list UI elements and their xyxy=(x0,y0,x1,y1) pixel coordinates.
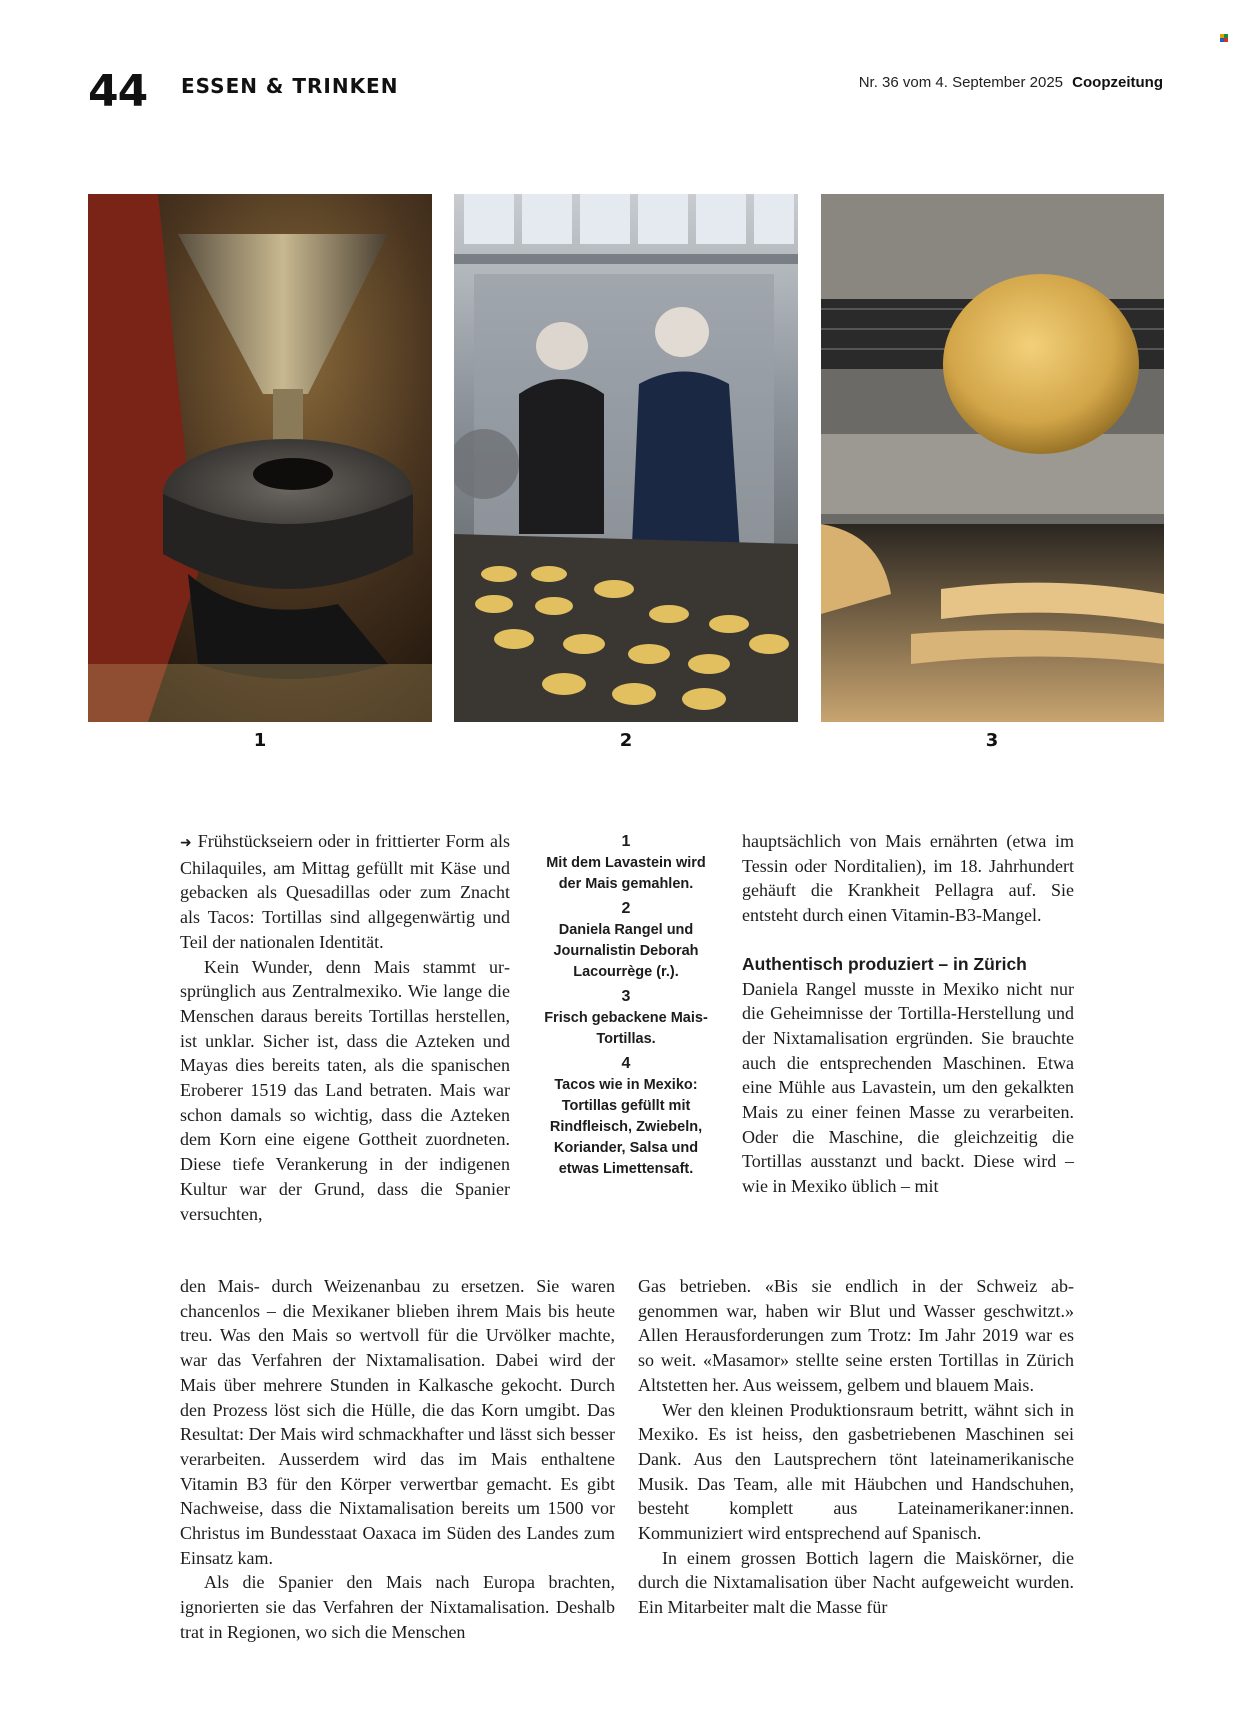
caption-text: Mit dem Lavastein wird der Mais gemahlen. xyxy=(546,855,706,892)
article-column-1-bottom xyxy=(180,1274,615,1645)
caption-text: Daniela Rangel und Journalistin Deborah Lacourrège (r.). xyxy=(553,922,699,980)
photo-number-3: 3 xyxy=(985,730,999,751)
article-column-3-bottom xyxy=(638,1274,1074,1620)
caption-number: 2 xyxy=(621,900,631,917)
article-paragraph: Als die Spanier den Mais nach Europa brachten, ignorierten sie das Verfahren der Nixtamalisation. Deshalb trat in Regionen, wo sich die Menschen xyxy=(180,1572,615,1642)
page-number: 44 xyxy=(88,66,148,117)
photo-lava-stone-mill xyxy=(88,194,432,722)
caption-text: Tacos wie in Mexiko: Tortillas gefüllt mit Rindfleisch, Zwiebeln, Koriander, Salsa und etwas Limettensaft. xyxy=(549,1077,703,1177)
article-subheading: Authentisch produziert – in Zürich xyxy=(742,953,1027,974)
photo-captions xyxy=(533,828,719,1180)
article-column-3-top xyxy=(742,829,1074,1199)
photo-fresh-tortilla xyxy=(821,194,1164,722)
color-registration-mark xyxy=(1220,34,1229,43)
caption-number: 1 xyxy=(621,833,631,850)
article-paragraph: Wer den kleinen Produktionsraum betritt, wähnt sich in Mexiko. Es ist heiss, den gasbetriebenen Maschinen sei Dank. Aus den Lautsprechern tönt lateinamerikanische Musik. Das Team, alle mit Häubchen und Handschuhen, besteht komplett aus Lateinamerikaner:innen. Kommuniziert wird entsprechend auf Spanisch. xyxy=(638,1399,1074,1544)
caption-number: 4 xyxy=(621,1055,631,1072)
article-paragraph: Gas betrieben. «Bis sie endlich in der Schweiz abgenommen war, haben wir Blut und Wasser geschwitzt.» Allen Herausforderungen zum Trotz: Im Jahr 2019 war es so weit. «Masamor» stellte seine ersten Tortillas in Zürich Altstetten her. Aus weissem, gelbem und blauem Mais. xyxy=(638,1276,1074,1395)
caption-number: 3 xyxy=(621,988,631,1005)
article-column-1-top xyxy=(180,829,510,1226)
arrow-right-icon: ➜ xyxy=(180,835,192,851)
section-title: ESSEN & TRINKEN xyxy=(181,74,399,98)
article-paragraph: den Mais- durch Weizenanbau zu ersetzen. Sie waren chancenlos – die Mexikaner blieben ihrem Mais bis heute treu. Was den Mais so wertvoll für die Urvölker machte, war das Verfahren der Nixtamalisation. Dabei wird der Mais über mehrere Stunden in Kalkasche gekocht. Durch den Prozess löst sich die Hülle, die das Korn umgibt. Das Resultat: Der Mais wird schmackhafter und lässt sich besser verarbeiten. Ausserdem wird das im Mais enthaltene Vitamin B3 für den Körper verwertbar gemacht. Es gibt Nachweise, dass die Nixtamalisation bereits um 1500 vor Christus im Bundesstaat Oaxaca im Süden des Landes zum Einsatz kam. xyxy=(180,1276,615,1568)
photo-number-2: 2 xyxy=(619,730,633,751)
page-header xyxy=(88,62,1163,122)
article-paragraph: Kein Wunder, denn Mais stammt ursprünglich aus Zentralmexiko. Wie lange die Menschen daraus bereits Tortillas herstellen, ist unklar. Sicher ist, dass die Azteken und Mayas dies bereits taten, als die spanischen Eroberer 1519 das Land betraten. Mais war schon damals so wichtig, dass die Azteken dem Korn eine eigene Gottheit zuordneten. Diese tiefe Verankerung in der indigenen Kultur war der Grund, dass die Spanier versuchten, xyxy=(180,956,510,1224)
article-paragraph: hauptsächlich von Mais ernährten (etwa im Tessin oder Norditalien), im 18. Jahrhundert gehäuft die Krankheit Pellagra auf. Sie entsteht durch einen Vitamin-B3-Mangel. xyxy=(742,831,1074,926)
photo-number-1: 1 xyxy=(253,730,267,751)
article-paragraph: Daniela Rangel musste in Mexiko nicht nur die Geheimnisse der Tortilla-Herstellung und der Nixtamalisation ergründen. Sie brauchte auch die entsprechenden Maschinen. Etwa eine Mühle aus Lavastein, um den gekalkten Mais zu einer feinen Masse zu verarbeiten. Oder die Maschine, die gleichzeitig die Tortillas ausstanzt und backt. Diese wird – wie in Mexiko üblich – mit xyxy=(742,978,1074,1197)
article-paragraph: ➜ Frühstückseiern oder in frittierter Form als Chilaquiles, am Mittag gefüllt mit Käse und gebacken als Quesadillas oder zum Znacht als Tacos: Tortillas sind allgegenwärtig und Teil der nationalen Identität. xyxy=(180,831,510,952)
photo-tortilla-machine-women xyxy=(454,194,798,722)
caption-text: Frisch gebackene Mais-Tortillas. xyxy=(544,1010,708,1047)
publication-name: Coopzeitung xyxy=(1072,74,1163,91)
article-paragraph: In einem grossen Bottich lagern die Maiskörner, die durch die Nixtamalisation über Nacht aufgeweicht wurden. Ein Mitarbeiter malt die Masse für xyxy=(638,1547,1074,1618)
issue-date: Nr. 36 vom 4. September 2025 xyxy=(858,74,1063,91)
